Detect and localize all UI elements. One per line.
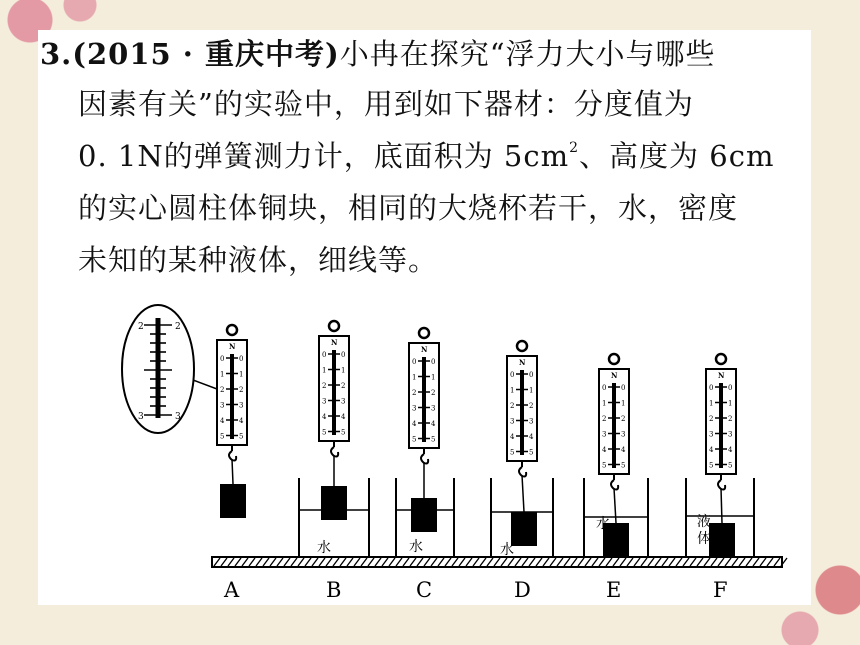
scale-tick-label: 3 <box>728 430 733 439</box>
scale-tick-label: 3 <box>220 401 225 410</box>
scale-tick-label: 4 <box>431 420 436 428</box>
scale-tick-label: 1 <box>322 366 327 375</box>
scale-ring <box>419 328 429 338</box>
scale-tick-label: 2 <box>239 386 244 394</box>
question-text-3b: 、高度为 6cm <box>579 139 775 173</box>
scale-tick-label: 4 <box>220 417 225 425</box>
zoom-tick-label: 2 <box>175 322 181 332</box>
question-line-4: 的实心圆柱体铜块，相同的大烧杯若干，水，密度 <box>78 191 739 225</box>
scale-tick-label: 5 <box>529 448 534 457</box>
scale-tick-label: 2 <box>412 389 417 397</box>
scale-tick-label: 5 <box>709 461 714 470</box>
ground <box>212 557 787 567</box>
scale-tick-label: 4 <box>709 446 714 454</box>
scale-tick-label: 1 <box>341 366 346 375</box>
scale-tick-label: 1 <box>431 373 436 382</box>
copper-block <box>411 498 437 532</box>
scale-tick-label: 3 <box>322 397 327 406</box>
scale-tick-label: 0 <box>412 358 417 366</box>
liquid-label: 水 <box>596 516 610 532</box>
scale-tick-label: 0 <box>529 371 534 379</box>
scale-tick-label: 4 <box>621 446 626 454</box>
panel-label: D <box>514 578 531 602</box>
scale-tick-label: 4 <box>341 413 346 421</box>
scale-tick-label: 0 <box>621 384 626 392</box>
thread <box>522 475 524 512</box>
unit-label: N <box>718 371 725 380</box>
scale-tick-label: 2 <box>709 415 714 423</box>
question-source: (2015 · 重庆中考) <box>72 37 340 71</box>
zoomed-scale <box>122 305 225 433</box>
scale-tick-label: 2 <box>621 415 626 423</box>
question-text-1: 小冉在探究“浮力大小与哪些 <box>339 37 716 71</box>
scale-tick-label: 1 <box>709 399 714 408</box>
question-panel <box>38 30 811 605</box>
unit-label: N <box>331 338 338 347</box>
zoom-tick-label: 3 <box>138 412 144 422</box>
scale-tick-label: 4 <box>529 433 534 441</box>
scale-tick-label: 5 <box>239 432 244 441</box>
scale-tick-label: 5 <box>322 428 327 437</box>
scale-tick-label: 3 <box>412 404 417 413</box>
scale-tick-label: 2 <box>341 382 346 390</box>
scale-tick-label: 3 <box>709 430 714 439</box>
panel-label: B <box>326 578 342 602</box>
liquid-label: 水 <box>409 539 423 555</box>
panel-label: F <box>713 578 728 602</box>
panel-label: A <box>224 578 240 602</box>
scale-tick-label: 5 <box>602 461 607 470</box>
scale-tick-label: 3 <box>602 430 607 439</box>
scale-tick-label: 1 <box>529 386 534 395</box>
scale-tick-label: 1 <box>728 399 733 408</box>
thread <box>721 488 722 523</box>
scale-ring <box>716 354 726 364</box>
scale-tick-label: 2 <box>510 402 515 410</box>
unit-label: N <box>611 371 618 380</box>
question-line-2: 因素有关”的实验中，用到如下器材：分度值为 <box>78 87 694 121</box>
scale-tick-label: 4 <box>412 420 417 428</box>
scale-tick-label: 1 <box>239 370 244 379</box>
scale-tick-label: 5 <box>220 432 225 441</box>
scale-tick-label: 0 <box>239 355 244 363</box>
scale-tick-label: 0 <box>322 351 327 359</box>
scale-tick-label: 5 <box>621 461 626 470</box>
scale-ring <box>609 354 619 364</box>
scale-tick-label: 3 <box>510 417 515 426</box>
copper-block <box>321 486 347 520</box>
scale-tick-label: 4 <box>728 446 733 454</box>
scale-tick-label: 4 <box>602 446 607 454</box>
scale-tick-label: 2 <box>602 415 607 423</box>
scale-tick-label: 5 <box>341 428 346 437</box>
scale-tick-label: 3 <box>621 430 626 439</box>
scale-ring <box>517 341 527 351</box>
scale-tick-label: 5 <box>510 448 515 457</box>
experiment-figure <box>38 30 811 605</box>
scale-tick-label: 4 <box>239 417 244 425</box>
zoom-tick-label: 2 <box>138 322 144 332</box>
scale-tick-label: 3 <box>341 397 346 406</box>
thread <box>232 459 233 484</box>
question-text-3-sup: 2 <box>569 140 580 156</box>
scale-tick-label: 1 <box>220 370 225 379</box>
copper-block <box>220 484 246 518</box>
scale-tick-label: 0 <box>602 384 607 392</box>
scale-tick-label: 2 <box>322 382 327 390</box>
scale-tick-label: 2 <box>728 415 733 423</box>
scale-ring <box>329 321 339 331</box>
scale-tick-label: 1 <box>412 373 417 382</box>
scale-tick-label: 2 <box>529 402 534 410</box>
unit-label: N <box>229 342 236 351</box>
liquid-label: 体 <box>697 531 711 547</box>
liquid-label: 液 <box>697 514 711 530</box>
scale-tick-label: 0 <box>510 371 515 379</box>
scale-tick-label: 2 <box>431 389 436 397</box>
scale-tick-label: 0 <box>220 355 225 363</box>
scale-tick-label: 2 <box>220 386 225 394</box>
scale-tick-label: 4 <box>510 433 515 441</box>
scale-tick-label: 0 <box>431 358 436 366</box>
panel-label: E <box>606 578 622 602</box>
scale-tick-label: 3 <box>529 417 534 426</box>
liquid-label: 水 <box>317 540 331 556</box>
question-number: 3. <box>40 37 73 71</box>
scale-tick-label: 5 <box>728 461 733 470</box>
scale-tick-label: 0 <box>709 384 714 392</box>
question-text-3a: 0. 1N的弹簧测力计，底面积为 5cm <box>78 139 570 173</box>
liquid-label: 水 <box>500 542 514 558</box>
scale-tick-label: 3 <box>431 404 436 413</box>
scale-ring <box>227 325 237 335</box>
unit-label: N <box>421 345 428 354</box>
scale-tick-label: 3 <box>239 401 244 410</box>
question-line-5: 未知的某种液体，细线等。 <box>78 243 439 277</box>
scale-tick-label: 1 <box>602 399 607 408</box>
scale-tick-label: 5 <box>431 435 436 444</box>
copper-block <box>511 512 537 546</box>
scale-tick-label: 1 <box>510 386 515 395</box>
scale-tick-label: 4 <box>322 413 327 421</box>
scale-tick-label: 1 <box>621 399 626 408</box>
copper-block <box>709 523 735 557</box>
unit-label: N <box>519 358 526 367</box>
panel-label: C <box>416 578 433 602</box>
zoom-tick-label: 3 <box>175 412 181 422</box>
scale-tick-label: 0 <box>728 384 733 392</box>
scale-tick-label: 5 <box>412 435 417 444</box>
scale-tick-label: 0 <box>341 351 346 359</box>
